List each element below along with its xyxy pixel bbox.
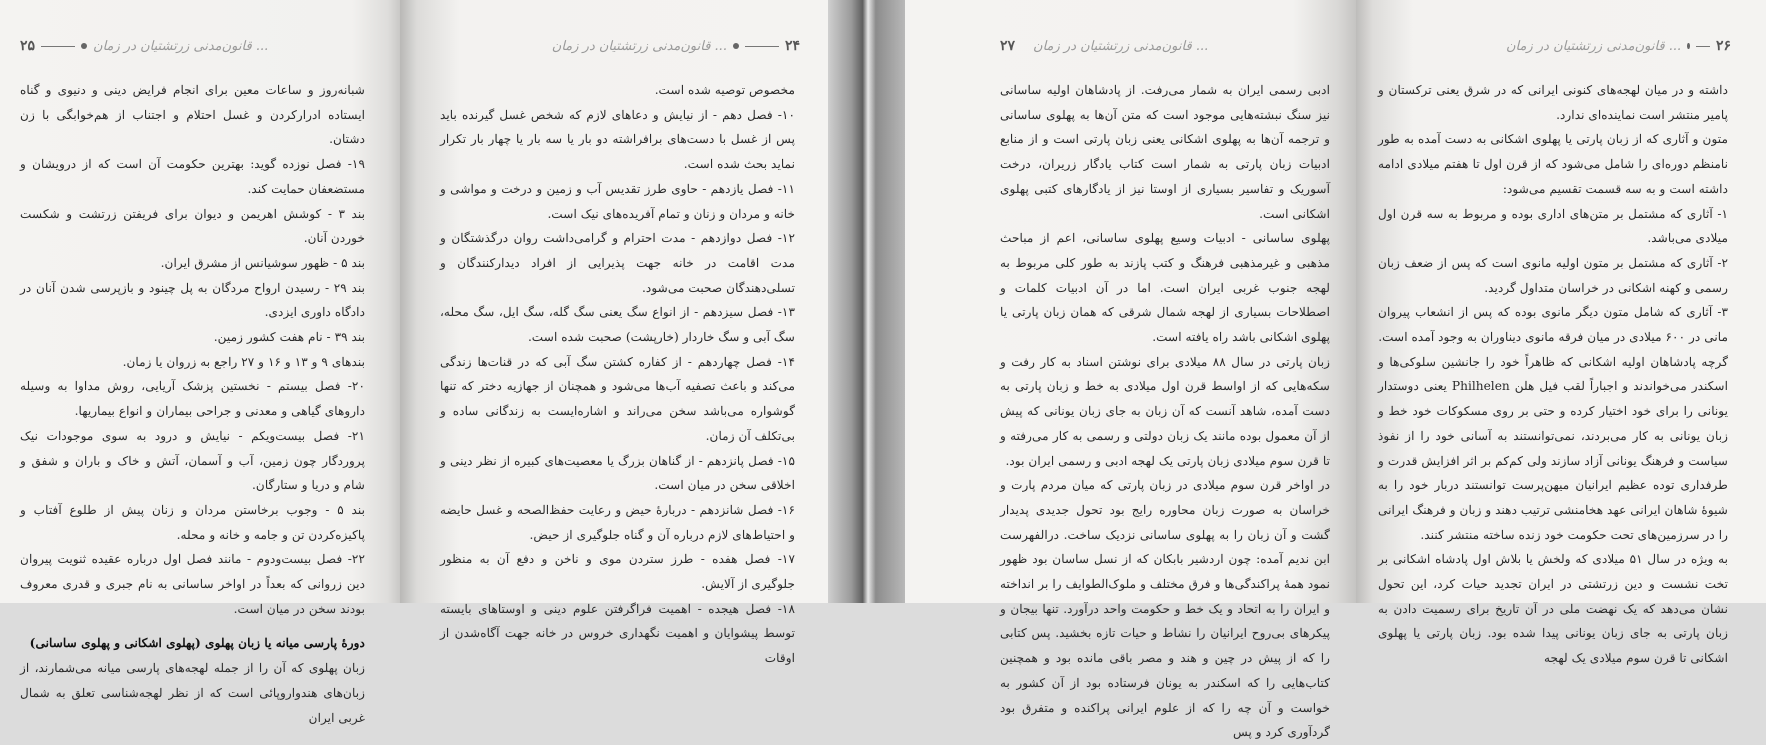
paragraph: ۱۶- فصل شانزدهم - دربارهٔ حیض و رعایت حفظ‌الصحه و غسل حایضه و احتیاط‌های لازم درباره آن و گناه جلوگیری از حیض. (440, 502, 795, 542)
paragraph: متون و آثاری که از زبان پارتی یا پهلوی اشکانی به دست آمده به طور نامنظم دوره‌ای را شامل می‌شود که از قرن اول تا هفتم میلادی ادامه داشته است و به سه قسمت تقسیم می‌شود: (1378, 132, 1728, 196)
page-26 (1356, 0, 1766, 666)
paragraph: به ویژه در سال ۵۱ میلادی که ولخش یا بلاش اول پادشاه اشکانی بر تخت نشست و دین زرتشتی در ایران تجدید حیات کرد، این تحول نشان می‌دهد که یک نهضت ملی در آن تاریخ برای رسمیت دادن به زبان پارتی به جای زبان یونانی پیدا شده بود. زبان پارتی یا پهلوی اشکانی تا قرن سوم میلادی یک لهجه (1378, 552, 1728, 666)
paragraph: پهلوی ساسانی - ادبیات وسیع پهلوی ساسانی، اعم از مباحث مذهبی و غیرمذهبی فرهنگ و کتب پازند به طور کلی مربوط به لهجه جنوب غربی ایران است. اما در آن ادبیات کلمات و اصطلاحات بسیاری از لهجه شمال شرقی که همان زبان پارتی یا پهلوی اشکانی باشد راه یافته است. (1000, 231, 1330, 345)
paragraph: ۱۸- فصل هیجده - اهمیت فراگرفتن علوم دینی و اوستاهای بایسته توسط پیشوایان و اهمیت نگهداری خروس در خانه جهت آگاه‌شدن از اوقات (440, 601, 795, 666)
paragraph: ۲۲- فصل بیست‌ودوم - مانند فصل اول درباره عقیده ثنویت پیروان دین زروانی که بعداً در اواخر ساسانی به نام جبری و قدری معروف بودند سخن در میان است. (20, 552, 365, 616)
header-dot-icon (81, 43, 87, 49)
page-number: ۲۶ (1715, 38, 1731, 54)
paragraph: بندهای ۹ و ۱۳ و ۱۶ و ۲۷ راجع به زروان یا زمان. (122, 354, 365, 369)
paragraph: ۱۹- فصل نوزده گوید: بهترین حکومت آن است که از درویشان و مستضعفان حمایت کند. (20, 157, 365, 196)
paragraph: ۲۱- فصل بیست‌ویکم - نیایش و درود به سوی موجودات نیک پروردگار چون زمین، آب و آسمان، آتش و خاک و باران و شفق و شام و دریا و ستارگان. (20, 428, 365, 493)
page-body (20, 78, 365, 730)
header-rule (745, 46, 779, 47)
running-title: قانون‌مدنی زرتشتیان در زمان ... (93, 38, 269, 54)
page-24 (400, 0, 828, 666)
paragraph: ۱۱- فصل یازدهم - حاوی طرز تقدیس آب و زمین و درخت و مواشی و خانه و مردان و زنان و تمام آفریده‌های نیک است. (440, 181, 795, 221)
book-spread-left (0, 0, 828, 725)
page-number: ۲۵ (20, 38, 36, 54)
paragraph: شبانه‌روز و ساعات معین برای انجام فرایض دینی و دنیوی و گناه ایستاده ادرارکردن و غسل احتلام و اجتناب از هم‌خوابگی با زن دشتان. (20, 83, 365, 147)
paragraph: داشته و در میان لهجه‌های کنونی ایرانی که در شرق یعنی ترکستان و پامیر منتشر است نماینده‌ای ندارد. (1378, 83, 1728, 122)
paragraph: ۲۰- فصل بیستم - نخستین پزشک آریایی، روش مداوا به وسیله داروهای گیاهی و معدنی و جراحی بیماران و انواع بیماریها. (20, 379, 365, 419)
header-rule (41, 46, 75, 47)
page-number: ۲۷ (1000, 38, 1016, 54)
page-25 (0, 0, 400, 725)
paragraph: ۱۳- فصل سیزدهم - از انواع سگ یعنی سگ گله، سگ ایل، سگ محله، سگ آبی و سگ خاردار (خارپشت) صحبت شده است. (440, 305, 795, 345)
running-title: قانون‌مدنی زرتشتیان در زمان ... (1033, 38, 1209, 54)
header-dot-icon (1687, 43, 1690, 49)
running-header (20, 36, 365, 56)
paragraph: بند ۵ - ظهور سوشیانس از مشرق ایران. (160, 255, 365, 270)
paragraph: ادبی رسمی ایران به شمار می‌رفت. از پادشاهان اولیه ساسانی نیز سنگ نبشته‌هایی موجود است که متن آن‌ها به پهلوی ساسانی و ترجمه آن‌ها به پهلوی اشکانی یعنی زبان پارتی است و از منابع ادبیات زبان پارتی به شمار است کتاب یادگار زریران، درخت آسوریک و تفاسیر بسیاری از اوستا نیز از یادگارهای کتبی پهلوی اشکانی است. (1000, 83, 1330, 221)
paragraph: ۱۵- فصل پانزدهم - از گناهان بزرگ یا معصیت‌های کبیره از نظر دینی و اخلاقی سخن در میان است. (440, 453, 795, 493)
running-title: قانون‌مدنی زرتشتیان در زمان ... (551, 38, 727, 54)
book-gap (828, 0, 905, 603)
paragraph: ۳- آثاری که شامل متون دیگر مانوی بوده که پس از انشعاب پیروان مانی در ۶۰۰ میلادی در میان فرقه مانوی دیناوران به وجود آمده است. (1378, 305, 1728, 345)
paragraph: ۱۴- فصل چهاردهم - از کفاره کشتن سگ آبی که در قنات‌ها زندگی می‌کند و باعث تصفیه آب‌ها می‌شود و همچنان از جهازیه دختر که تنها گوشواره می‌باشد سخن می‌راند و اشاره‌ایست به زندگانی ساده و بی‌تکلف آن زمان. (440, 354, 795, 443)
section-heading: دورهٔ پارسی میانه یا زبان پهلوی (پهلوی اشکانی و پهلوی ساسانی) (29, 636, 365, 651)
paragraph: بند ۳ - کوشش اهریمن و دیوان برای فریفتن زرتشت و شکست خوردن آنان. (20, 206, 365, 246)
page-body (1378, 78, 1728, 671)
paragraph: ۱- آثاری که مشتمل بر متن‌های اداری بوده و مربوط به سه قرن اول میلادی می‌باشد. (1378, 206, 1728, 246)
paragraph: در اواخر قرن سوم میلادی در زبان پارتی که میان مردم پارت و خراسان به صورت زبان محاوره رایج بود تحول جدیدی پدیدار گشت و آن زبان را به پهلوی ساسانی نزدیک ساخت. درالفهرست ابن ندیم آمده: چون اردشیر بابکان که از نسل ساسان بود ظهور نمود همهٔ پراکندگی‌ها و فرق مختلف و ملوک‌الطوایف را بر انداخته و ایران را به اتحاد و یک خط و حکومت واحد درآورد. تنها بیجان و پیکرهای بی‌روح ایرانیان را نشاط و حیات تازه بخشید. پس کتابی را که از پیش در چین و هند و مصر باقی مانده بود و همچنین کتاب‌هایی را که اسکندر به یونان فرستاده بود از آن کشور به خواست و آن چه را که از علوم ایرانی پراکنده و متفرق بود گردآوری کرد و پس (1000, 478, 1330, 740)
paragraph: بند ۲۹ - رسیدن ارواح مردگان به پل چینود و بازپرسی شدن آنان در دادگاه داوری ایزدی. (20, 280, 366, 320)
paragraph: مخصوص توصیه شده است. (654, 83, 795, 97)
header-dot-icon (733, 43, 739, 49)
running-header (510, 36, 800, 56)
page-27 (905, 0, 1356, 740)
paragraph: ۱۰- فصل دهم - از نیایش و دعاهای لازم که شخص غسل گیرنده باید پس از غسل با دست‌های برافراشته دو بار یا سه بار یا چهار بار تکرار نماید بحث شده است. (440, 107, 795, 172)
paragraph: ۱۲- فصل دوازدهم - مدت احترام و گرامی‌داشت روان درگذشتگان و مدت اقامت در خانه جهت پذیرایی از افراد دیدارکنندگان و تسلی‌دهندگان صحبت می‌شود. (440, 231, 795, 295)
paragraph: زبان پهلوی که آن را از جمله لهجه‌های پارسی میانه می‌شمارند، از زبان‌های هندواروپائی است که از نظر لهجه‌شناسی تعلق به شمال غربی ایران (20, 661, 365, 725)
page-body (440, 78, 795, 671)
book-spread-right (905, 0, 1766, 740)
page-number: ۲۴ (784, 38, 800, 54)
page-body (1000, 78, 1330, 745)
paragraph: بند ۳۹ - نام هفت کشور زمین. (213, 330, 365, 345)
header-rule (1696, 46, 1710, 47)
paragraph: ۱۷- فصل هفده - طرز ستردن موی و ناخن و دفع آن به منظور جلوگیری از آلایش. (440, 552, 795, 592)
paragraph: گرچه پادشاهان اولیه اشکانی که ظاهراً خود را جانشین سلوکی‌ها و اسکندر می‌خواندند و اجباراً لقب فیل هلن Philhelen یعنی دوستدار یونانی را برای خود اختیار کرده و حتی بر روی مسکوکات خود خط و زبان یونانی به کار می‌بردند، نمی‌توانستند به آسانی خود را از نفوذ سیاست و فرهنگ یونانی آزاد سازند ولی کم‌کم بر اثر افزایش قدرت و طرفداری توده عظیم ایرانیان میهن‌پرست توانستند دربار خود را به شیوهٔ شاهان ایرانی عهد هخامنشی ترتیب دهند و زبان و فرهنگ ایرانی را در سرزمین‌های تحت حکومت خود زنده ساخته منتشر کنند. (1378, 354, 1728, 542)
paragraph: زبان پارتی در سال ۸۸ میلادی برای نوشتن اسناد به کار رفت و سکه‌هایی که از اواسط قرن اول میلادی به خط و زبان پارتی به دست آمده، شاهد آنست که آن زبان به جای زبان یونانی که پیش از آن معمول بوده مانند یک زبان دولتی و رسمی به کار می‌رفته و تا قرن سوم میلادی زبان پارتی یک لهجه ادبی و رسمی ایران بود. (1000, 354, 1330, 468)
paragraph: بند ۵ - وجوب برخاستن مردان و زنان پیش از طلوع آفتاب و پاکیزه‌کردن تن و جامه و خانه و محله. (20, 502, 365, 542)
paragraph: ۲- آثاری که مشتمل بر متون اولیه مانوی است که پس از ضعف زبان رسمی و کهنه اشکانی در خراسان متداول گردید. (1378, 255, 1728, 295)
running-header (1000, 36, 1209, 56)
running-title: قانون‌مدنی زرتشتیان در زمان ... (1506, 38, 1682, 54)
running-header (1506, 36, 1731, 56)
